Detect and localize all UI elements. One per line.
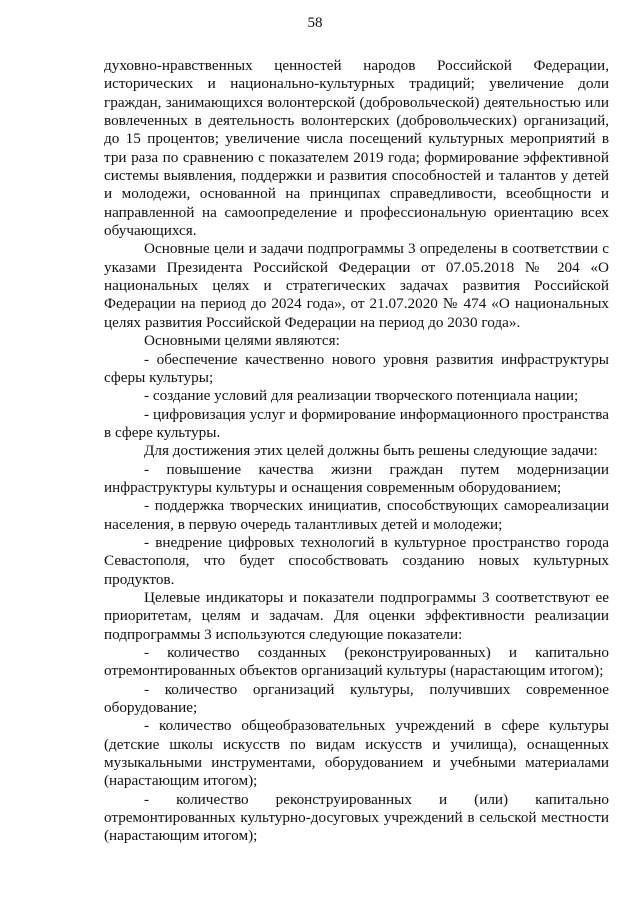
indicator-item-equipment: - количество организаций культуры, получивших современное оборудование; bbox=[104, 680, 609, 717]
document-body bbox=[104, 57, 609, 846]
paragraph-goals-basis: Основные цели и задачи подпрограммы 3 определены в соответствии с указами Президента Российской Федерации от 07.05.2018 № 204 «О национальных целях и стратегических задачах развития Российской Федерации на период до 2024 года», от 21.07.2020 № 474 «О национальных целях развития Российской Федерации на период до 2030 года». bbox=[104, 240, 609, 331]
goal-item-digitalization: - цифровизация услуг и формирование информационного пространства в сфере культуры. bbox=[104, 405, 609, 441]
goal-item-infrastructure: - обеспечение качественно нового уровня развития инфраструктуры сферы культуры; bbox=[104, 350, 609, 386]
page-number: 58 bbox=[307, 15, 323, 31]
paragraph-tasks-intro: Для достижения этих целей должны быть решены следующие задачи: bbox=[144, 442, 598, 460]
paragraph-continuation: духовно-нравственных ценностей народов Российской Федерации, исторических и национально-культурных традиций; увеличение доли граждан, занимающихся волонтерской (добровольческой) деятельностью или вовлеченных в деятельность волонтерских (добровольческих) организаций, до 15 процентов; увеличение числа посещений культурных мероприятий в три раза по сравнению с показателем 2019 года; формирование эффективной системы выявления, поддержки и развития способностей и талантов у детей и молодежи, основанной на принципах справедливости, всеобщности и направленной на самоопределение и профессиональную ориентацию всех обучающихся. bbox=[104, 57, 609, 240]
indicator-item-schools: - количество общеобразовательных учреждений в сфере культуры (детские школы искусств по видам искусств и училища), оснащенных музыкальными инструментами, оборудованием и учебными материалами (нарастающим итогом); bbox=[104, 717, 609, 790]
task-item-creative-initiatives: - поддержка творческих инициатив, способствующих самореализации населения, в первую очередь талантливых детей и молодежи; bbox=[104, 497, 609, 533]
task-item-digital-technologies: - внедрение цифровых технологий в культурное пространство города Севастополя, что будет способствовать созданию новых культурных продуктов. bbox=[104, 533, 609, 588]
paragraph-goals-intro: Основными целями являются: bbox=[144, 332, 340, 350]
goal-item-creative-potential: - создание условий для реализации творческого потенциала нации; bbox=[144, 387, 579, 405]
indicator-item-objects: - количество созданных (реконструированных) и капитально отремонтированных объектов организаций культуры (нарастающим итогом); bbox=[104, 644, 609, 680]
indicator-item-rural-institutions: - количество реконструированных и (или) капитально отремонтированных культурно-досуговых учреждений в сельской местности (нарастающим итогом); bbox=[104, 790, 609, 845]
task-item-quality-of-life: - повышение качества жизни граждан путем модернизации инфраструктуры культуры и оснащения современным оборудованием; bbox=[104, 460, 609, 496]
paragraph-indicators-intro: Целевые индикаторы и показатели подпрограммы 3 соответствуют ее приоритетам, целям и задачам. Для оценки эффективности реализации подпрограммы 3 используются следующие показатели: bbox=[104, 588, 609, 643]
